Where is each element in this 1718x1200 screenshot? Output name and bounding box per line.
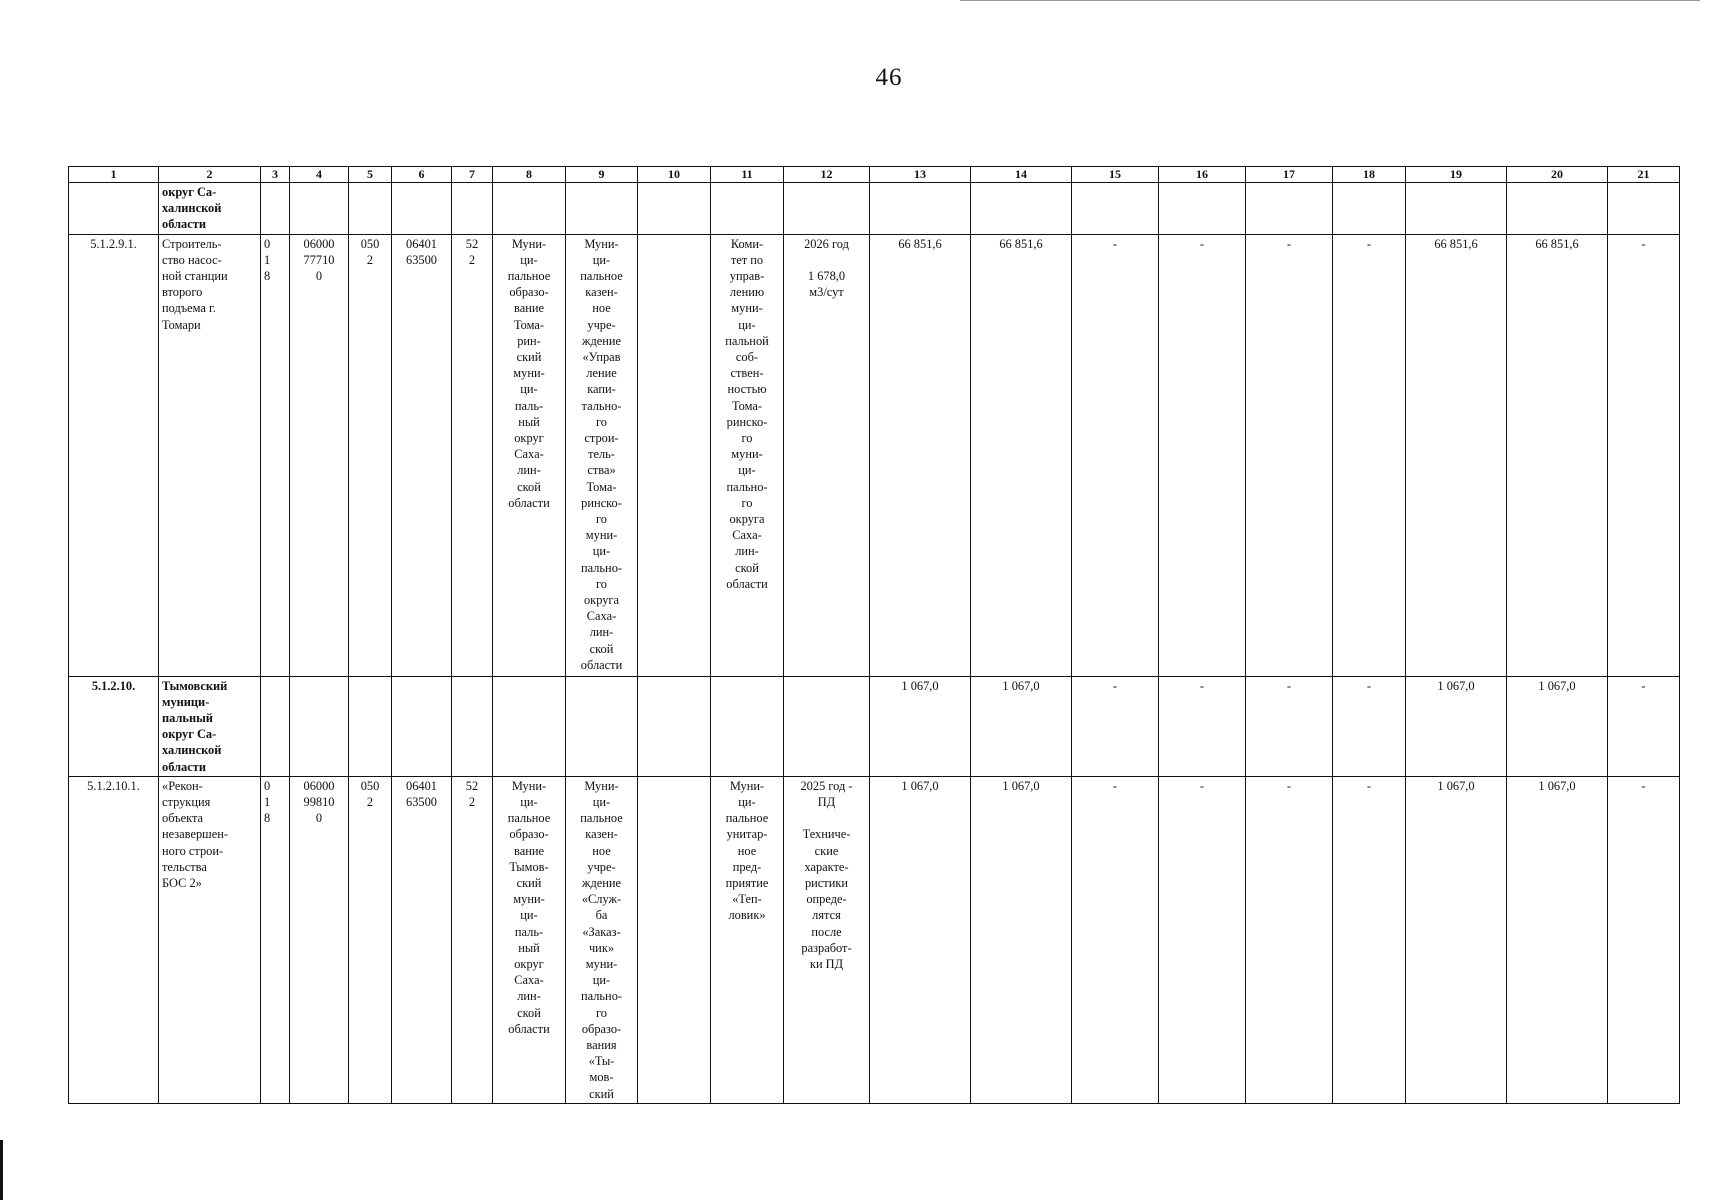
- cell-col-7: 52 2: [452, 234, 493, 676]
- cell-col-7: [452, 676, 493, 776]
- cell-col-19: 1 067,0: [1406, 776, 1507, 1103]
- cell-col-19: 1 067,0: [1406, 676, 1507, 776]
- col-header-6: 6: [392, 167, 452, 183]
- page-number: 46: [875, 64, 903, 91]
- cell-col-13: [870, 183, 971, 235]
- cell-col-12: 2025 год - ПД Техниче- ские характе- ристики опреде- лятся после разработ- ки ПД: [784, 776, 870, 1103]
- col-header-19: 19: [1406, 167, 1507, 183]
- cell-col-6: 06401 63500: [392, 234, 452, 676]
- col-header-14: 14: [971, 167, 1072, 183]
- cell-col-13: 1 067,0: [870, 676, 971, 776]
- cell-col-18: -: [1333, 234, 1406, 676]
- cell-col-18: -: [1333, 776, 1406, 1103]
- col-header-11: 11: [711, 167, 784, 183]
- cell-col-10: [638, 183, 711, 235]
- cell-col-13: 66 851,6: [870, 234, 971, 676]
- cell-col-15: -: [1072, 776, 1159, 1103]
- cell-col-15: -: [1072, 234, 1159, 676]
- cell-col-17: -: [1246, 234, 1333, 676]
- col-header-9: 9: [566, 167, 638, 183]
- col-header-10: 10: [638, 167, 711, 183]
- cell-col-11: Коми- тет по управ- лению муни- ци- пальной соб- ствен- ностью Тома- ринско- го муни- ци- пально- го округа Саха- лин- ской области: [711, 234, 784, 676]
- col-header-2: 2: [159, 167, 261, 183]
- cell-col-12: [784, 676, 870, 776]
- cell-col-20: 1 067,0: [1507, 676, 1608, 776]
- scan-left-edge: [0, 1140, 3, 1200]
- cell-col-21: -: [1608, 776, 1680, 1103]
- table-row: [69, 234, 1680, 676]
- cell-col-8: Муни- ци- пальное образо- вание Тома- рин- ский муни- ци- паль- ный округ Саха- лин- ской области: [493, 234, 566, 676]
- cell-col-4: 06000 99810 0: [290, 776, 349, 1103]
- cell-col-15: [1072, 183, 1159, 235]
- cell-col-20: [1507, 183, 1608, 235]
- table-row: [69, 676, 1680, 776]
- cell-col-19: [1406, 183, 1507, 235]
- cell-col-17: -: [1246, 776, 1333, 1103]
- cell-col-4: [290, 676, 349, 776]
- cell-col-6: [392, 676, 452, 776]
- table-row: [69, 183, 1680, 235]
- cell-col-6: [392, 183, 452, 235]
- cell-col-3: [261, 183, 290, 235]
- cell-col-3: [261, 676, 290, 776]
- cell-col-9: [566, 676, 638, 776]
- cell-col-9: Муни- ци- пальное казен- ное учре- ждение «Служ- ба «Заказ- чик» муни- ци- пально- го образо- вания «Ты- мов- ский: [566, 776, 638, 1103]
- cell-col-15: -: [1072, 676, 1159, 776]
- cell-col-3: 0 1 8: [261, 234, 290, 676]
- col-header-12: 12: [784, 167, 870, 183]
- cell-col-8: [493, 183, 566, 235]
- cell-col-10: [638, 676, 711, 776]
- cell-col-13: 1 067,0: [870, 776, 971, 1103]
- cell-col-5: [349, 676, 392, 776]
- table-row: [69, 776, 1680, 1103]
- cell-col-21: [1608, 183, 1680, 235]
- cell-col-19: 66 851,6: [1406, 234, 1507, 676]
- col-header-13: 13: [870, 167, 971, 183]
- cell-col-16: [1159, 183, 1246, 235]
- cell-col-16: -: [1159, 776, 1246, 1103]
- object-name: Тымовский муници- пальный округ Са- халинской области: [159, 676, 261, 776]
- cell-col-3: 0 1 8: [261, 776, 290, 1103]
- col-header-15: 15: [1072, 167, 1159, 183]
- col-header-3: 3: [261, 167, 290, 183]
- scan-top-rule: [960, 0, 1700, 1]
- row-number: 5.1.2.10.: [69, 676, 159, 776]
- cell-col-17: -: [1246, 676, 1333, 776]
- col-header-5: 5: [349, 167, 392, 183]
- cell-col-10: [638, 776, 711, 1103]
- col-header-17: 17: [1246, 167, 1333, 183]
- cell-col-4: [290, 183, 349, 235]
- col-header-4: 4: [290, 167, 349, 183]
- col-header-7: 7: [452, 167, 493, 183]
- cell-col-21: -: [1608, 234, 1680, 676]
- cell-col-20: 1 067,0: [1507, 776, 1608, 1103]
- cell-col-7: [452, 183, 493, 235]
- cell-col-16: -: [1159, 676, 1246, 776]
- col-header-21: 21: [1608, 167, 1680, 183]
- cell-col-14: [971, 183, 1072, 235]
- object-name: «Рекон- струкция объекта незавершен- ного строи- тельства БОС 2»: [159, 776, 261, 1103]
- cell-col-18: -: [1333, 676, 1406, 776]
- row-number: [69, 183, 159, 235]
- cell-col-11: [711, 183, 784, 235]
- budget-table: [68, 166, 1680, 1104]
- cell-col-5: 050 2: [349, 776, 392, 1103]
- row-number: 5.1.2.9.1.: [69, 234, 159, 676]
- cell-col-7: 52 2: [452, 776, 493, 1103]
- cell-col-11: [711, 676, 784, 776]
- cell-col-12: [784, 183, 870, 235]
- cell-col-6: 06401 63500: [392, 776, 452, 1103]
- cell-col-20: 66 851,6: [1507, 234, 1608, 676]
- col-header-8: 8: [493, 167, 566, 183]
- cell-col-9: [566, 183, 638, 235]
- cell-col-10: [638, 234, 711, 676]
- cell-col-11: Муни- ци- пальное унитар- ное пред- приятие «Теп- ловик»: [711, 776, 784, 1103]
- column-number-row: [69, 167, 1680, 183]
- col-header-20: 20: [1507, 167, 1608, 183]
- object-name: Строитель- ство насос- ной станции второго подъема г. Томари: [159, 234, 261, 676]
- cell-col-14: 66 851,6: [971, 234, 1072, 676]
- col-header-1: 1: [69, 167, 159, 183]
- cell-col-16: -: [1159, 234, 1246, 676]
- row-number: 5.1.2.10.1.: [69, 776, 159, 1103]
- cell-col-8: [493, 676, 566, 776]
- cell-col-5: [349, 183, 392, 235]
- cell-col-14: 1 067,0: [971, 676, 1072, 776]
- cell-col-21: -: [1608, 676, 1680, 776]
- col-header-18: 18: [1333, 167, 1406, 183]
- cell-col-5: 050 2: [349, 234, 392, 676]
- col-header-16: 16: [1159, 167, 1246, 183]
- cell-col-9: Муни- ци- пальное казен- ное учре- ждение «Управ ление капи- тально- го строи- тель- ства» Тома- ринско- го муни- ци- пально- го округа Саха- лин- ской области: [566, 234, 638, 676]
- cell-col-8: Муни- ци- пальное образо- вание Тымов- ский муни- ци- паль- ный округ Саха- лин- ской области: [493, 776, 566, 1103]
- cell-col-14: 1 067,0: [971, 776, 1072, 1103]
- cell-col-18: [1333, 183, 1406, 235]
- object-name: округ Са- халинской области: [159, 183, 261, 235]
- cell-col-17: [1246, 183, 1333, 235]
- cell-col-12: 2026 год 1 678,0 м3/сут: [784, 234, 870, 676]
- cell-col-4: 06000 77710 0: [290, 234, 349, 676]
